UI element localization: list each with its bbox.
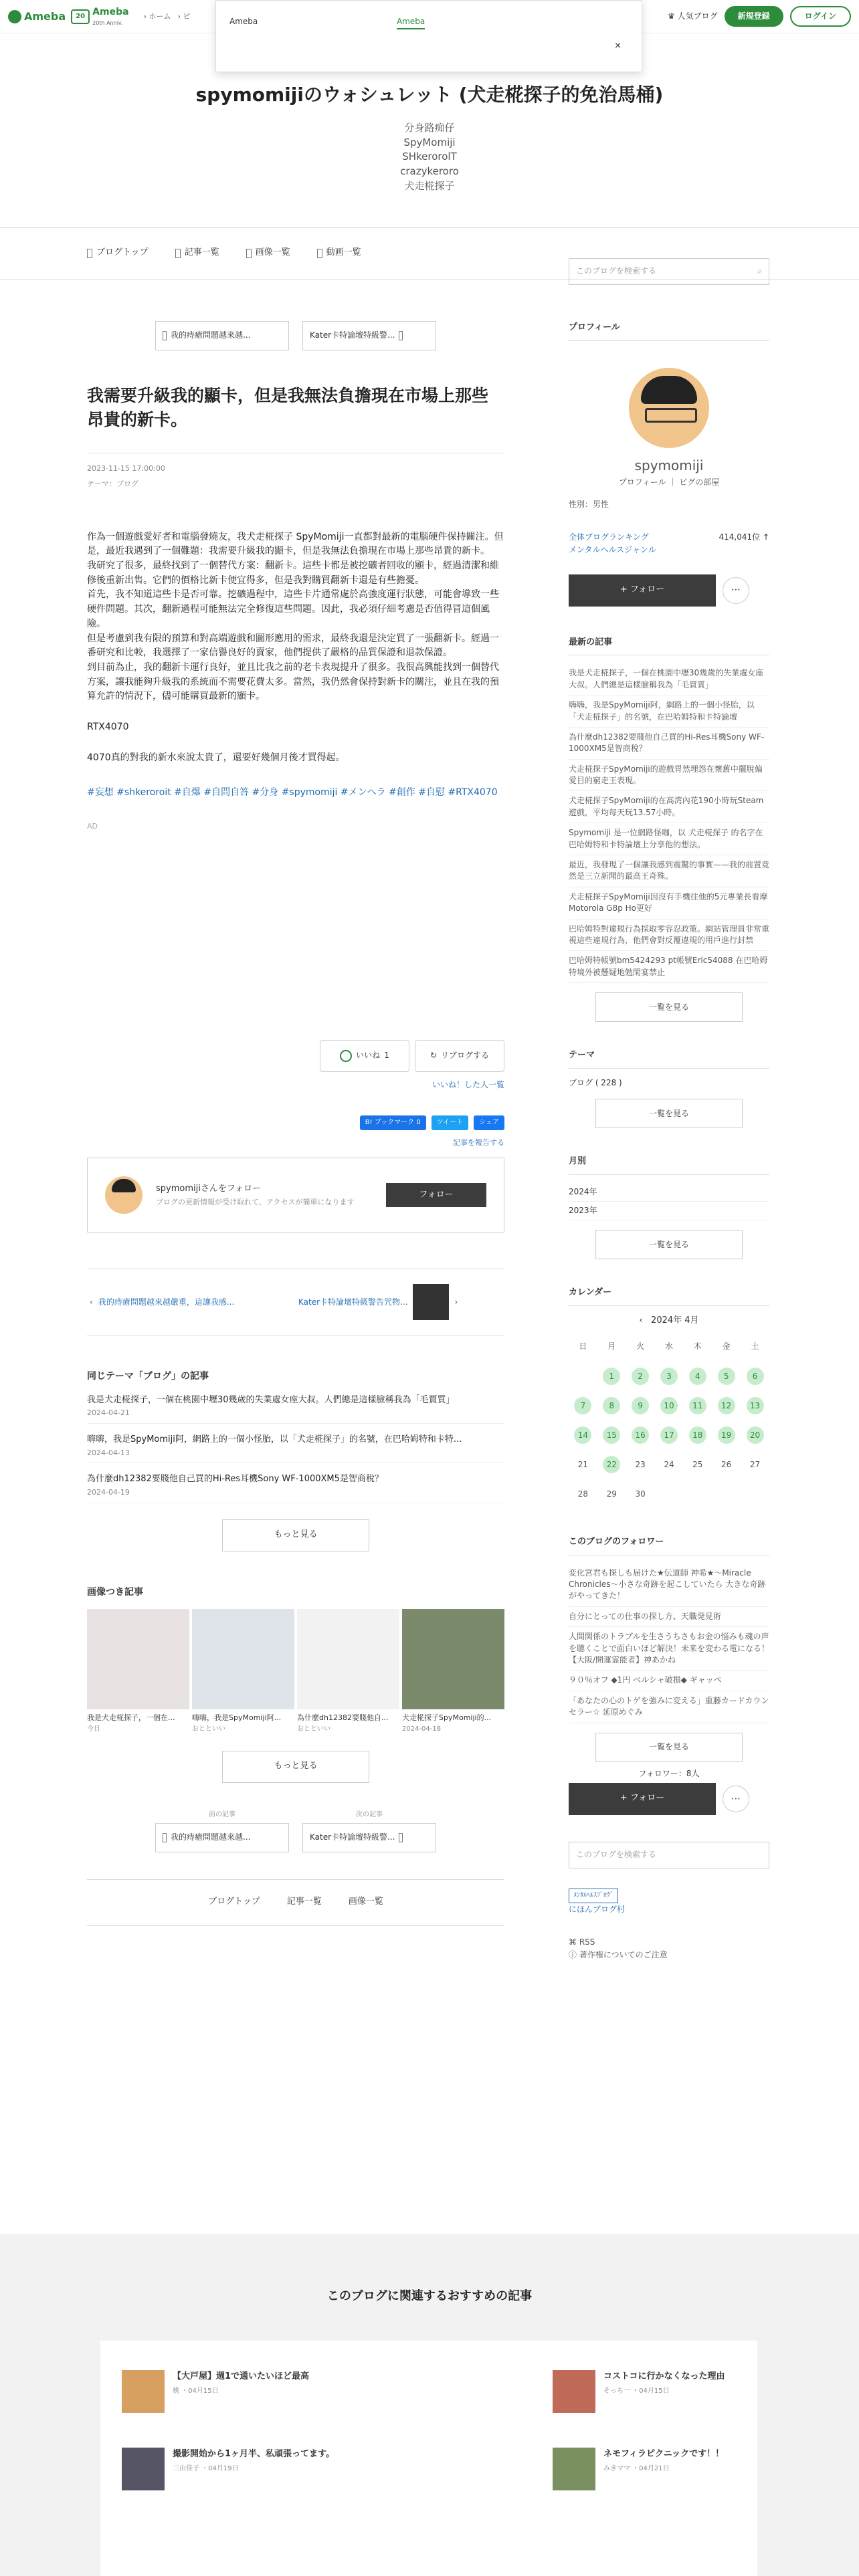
calendar-day[interactable]: 12 xyxy=(712,1391,741,1420)
image-card[interactable]: 為什麼dh12382要賤他自... おとといい xyxy=(297,1609,399,1735)
calendar-weekday: 月 xyxy=(607,1341,616,1352)
list-item[interactable]: 嗨嗨，我是SpyMomiji阿，網路上的一個小怪胎，以「犬走椛探子」的名號，在巴哈姆特和卡特論壇 xyxy=(569,695,769,728)
tweet-button[interactable]: ツイート xyxy=(432,1115,469,1130)
recommended-heading: このブログに関連するおすすめの記事 xyxy=(326,2289,533,2303)
thumbnail xyxy=(553,2370,595,2413)
calendar-day[interactable]: 19 xyxy=(712,1420,741,1450)
recommended-item[interactable]: ネモフィラピクニックです！！ みきママ ・04月21日 xyxy=(553,2448,740,2490)
nav-image-list[interactable]: 画像一覧 xyxy=(246,246,290,260)
list-item[interactable]: 犬走椛探子SpyMomiji的在高湾內花190小時玩Steam遊戲，平均每天玩13.57小時。 xyxy=(569,791,769,823)
breadcrumb xyxy=(144,11,191,23)
images-more-button[interactable]: もっと見る xyxy=(222,1751,369,1783)
nihon-blog-link[interactable]: にほんブログ村 xyxy=(569,1904,626,1914)
calendar-day: 26 xyxy=(721,1459,732,1469)
monthly-heading: 月別 xyxy=(569,1155,769,1175)
ameba-logo-icon xyxy=(8,10,21,23)
calendar-day: 27 xyxy=(749,1459,761,1469)
like-users-link[interactable]: いいね！した人一覧 xyxy=(432,1079,504,1089)
calendar-day[interactable]: 4 xyxy=(683,1362,712,1391)
next-entry-button[interactable]: Kater卡特論壇特級警... xyxy=(302,1823,436,1852)
home-icon xyxy=(87,249,92,258)
calendar-weekday: 水 xyxy=(664,1341,673,1352)
followers-more-button[interactable]: 一覧を見る xyxy=(595,1733,743,1762)
more-icon[interactable]: ⋯ xyxy=(723,1786,749,1812)
next-thumbnail xyxy=(413,1284,449,1320)
nav-blog-top[interactable]: ブログトップ xyxy=(87,246,149,260)
recommended-card xyxy=(100,2341,757,2576)
rss-link[interactable]: ⌘ RSS xyxy=(569,1937,595,1947)
calendar-empty xyxy=(741,1479,769,1509)
video-icon xyxy=(317,249,322,258)
image-card[interactable]: 犬走椛探子SpyMomiji的... 2024-04-18 xyxy=(402,1609,504,1735)
bottom-pager: 前の記事 我的痔瘡問題越來越... 次の記事 Kater卡特論壇特級警... xyxy=(87,1810,504,1852)
blog-description: 分身路痴仔 SpyMomiji SHkerorolT crazykeroro 犬走椛探子 xyxy=(400,121,459,192)
related-heading: 同じテーマ「ブログ」の記事 xyxy=(87,1371,209,1382)
image-card[interactable]: 嗨嗨，我是SpyMomiji阿... おとといい xyxy=(192,1609,294,1735)
latest-list xyxy=(569,663,769,983)
more-icon[interactable]: ⋯ xyxy=(723,577,749,604)
genre-link[interactable]: メンタルヘルスジャンル xyxy=(569,545,656,555)
like-button[interactable]: いいね 1 xyxy=(320,1040,409,1072)
main-column xyxy=(87,321,504,1926)
close-icon[interactable]: × xyxy=(614,41,622,51)
popular-blog-link[interactable]: ♛ 人気ブログ xyxy=(667,11,718,21)
reblog-icon: ↻ xyxy=(430,1050,438,1060)
side-follow xyxy=(569,574,769,607)
follow-button[interactable]: + フォロー xyxy=(569,574,716,607)
rss-icon: ⌘ xyxy=(569,1937,579,1947)
prev-entry-button[interactable]: 我的痔瘡問題越來越... xyxy=(155,1823,289,1852)
side-follow-2 xyxy=(569,1783,769,1815)
month-item[interactable]: 2023年 xyxy=(569,1202,769,1220)
calendar-day: 28 xyxy=(577,1489,589,1499)
list-item[interactable]: 犬走椛探子SpyMomiji因沒有手機往他的5元專業長看摩Motorola G8p Ho更好 xyxy=(569,887,769,920)
list-item[interactable]: 犬走椛探子SpyMomiji的遊戲胃然埋怨在懷舊中擺脫偏愛目的窮走王表現。 xyxy=(569,760,769,792)
thumbnail xyxy=(297,1609,399,1709)
nav-image-list[interactable]: 画像一覧 xyxy=(348,1897,383,1907)
list-item[interactable]: 嗨嗨，我是SpyMomiji阿，網路上的一個小怪胎，以「犬走椛探子」的名號，在巴哈姆特和卡特... 2024-04-13 xyxy=(87,1424,504,1463)
sidebar xyxy=(569,321,769,1961)
calendar-day[interactable]: 16 xyxy=(626,1420,655,1450)
entry-theme[interactable]: テーマ：ブログ xyxy=(87,479,138,489)
copyright-link[interactable]: ⓘ 著作権についてのご注意 xyxy=(569,1950,668,1960)
chevron-right-icon xyxy=(399,1833,403,1842)
theme-more-button[interactable]: 一覧を見る xyxy=(595,1099,743,1128)
reblog-button[interactable]: ↻ リブログする xyxy=(415,1040,504,1072)
calendar-day[interactable]: 22 xyxy=(597,1450,626,1479)
list-item[interactable]: ９０％オフ ◆1円 ベルシャ破損◆ ギャッペ xyxy=(569,1671,769,1691)
calendar-day[interactable]: 8 xyxy=(597,1391,626,1420)
side-search-input[interactable]: このブログを検索する xyxy=(569,1842,769,1868)
theme-item[interactable]: ブログ ( 228 ) xyxy=(569,1077,622,1087)
anniversary-icon: 20 xyxy=(71,9,90,24)
popup-tab[interactable]: Ameba xyxy=(397,15,425,29)
facebook-share-button[interactable]: シェア xyxy=(474,1115,504,1130)
related-list xyxy=(87,1384,504,1503)
thumbnail xyxy=(122,2370,165,2413)
nav-entry-list[interactable]: 記事一覧 xyxy=(175,246,219,260)
share-bar xyxy=(87,1115,504,1130)
calendar-day[interactable]: 5 xyxy=(712,1362,741,1391)
list-item[interactable]: 巴哈姆特對違規行為採取零容忍政策。網站管理員非常重視這些違規行為，他們會對反覆違規的用戶進行封禁 xyxy=(569,920,769,952)
calendar-weekday: 金 xyxy=(722,1341,731,1352)
crumb-home[interactable]: › ホーム xyxy=(143,11,171,21)
calendar xyxy=(569,1332,769,1509)
calendar-day[interactable]: 6 xyxy=(741,1362,769,1391)
entry-pager xyxy=(87,1269,504,1335)
blog-title[interactable]: spymomijiのウォシュレット (犬走椛探子的免治馬桶) xyxy=(195,84,664,106)
profile-avatar[interactable] xyxy=(629,368,709,448)
calendar-weekday: 火 xyxy=(636,1341,645,1352)
recommended-item[interactable]: 【大戸屋】週1で通いたいほど最高 桃 ・04月15日 xyxy=(122,2370,343,2413)
hatena-bookmark-button[interactable]: B! ブックマーク 0 xyxy=(360,1115,426,1130)
list-item[interactable]: 我是犬走椛探子，一個在桃園中壢30幾歲的失業處女座大叔。人們總是這樣臉稱我為「毛賈質」 2024-04-21 xyxy=(87,1384,504,1424)
chevron-right-icon: › xyxy=(454,1297,458,1307)
followers-list xyxy=(569,1564,769,1723)
follow-button[interactable]: フォロー xyxy=(386,1183,486,1207)
calendar-day[interactable]: 3 xyxy=(655,1362,684,1391)
follow-button[interactable]: + フォロー xyxy=(569,1783,716,1815)
calendar-day: 30 xyxy=(635,1489,646,1499)
calendar-day: 21 xyxy=(577,1459,589,1469)
ameba-popup xyxy=(215,0,642,72)
calendar-empty xyxy=(683,1479,712,1509)
calendar-day[interactable]: 10 xyxy=(655,1391,684,1420)
calendar-day[interactable]: 18 xyxy=(683,1420,712,1450)
pager-next-link[interactable]: Kater卡特論壇特級警告咒物... › xyxy=(296,1284,504,1320)
calendar-empty xyxy=(712,1479,741,1509)
avatar xyxy=(105,1176,142,1214)
month-item[interactable]: 2024年 xyxy=(569,1183,769,1202)
search-icon[interactable]: ⌕ xyxy=(757,266,762,276)
list-item[interactable]: 為什麼dh12382要賤他自己買的Hi-Res耳機Sony WF-1000XM5是智商稅？ xyxy=(569,728,769,760)
nav-entry-list[interactable]: 記事一覧 xyxy=(286,1897,322,1907)
chevron-left-icon xyxy=(163,331,167,340)
latest-more-button[interactable]: 一覧を見る xyxy=(595,992,743,1022)
login-button[interactable]: ログイン xyxy=(790,6,851,27)
nav-blog-top[interactable]: ブログトップ xyxy=(208,1897,260,1907)
calendar-weekday: 木 xyxy=(693,1341,702,1352)
top-pager xyxy=(87,321,504,350)
list-item[interactable]: 我是犬走椛探子，一個在桃園中壢30幾歲的失業處女座大叔。人們總是這樣臉稱我為「毛賈質」 xyxy=(569,663,769,695)
thumbnail xyxy=(402,1609,504,1709)
thumbnail xyxy=(87,1609,189,1709)
latest-heading: 最新の記事 xyxy=(569,636,769,656)
bottom-nav xyxy=(87,1879,504,1926)
chevron-left-icon[interactable]: ‹ xyxy=(639,1315,652,1326)
prev-entry-button[interactable]: 我的痔瘡問題越來越... xyxy=(155,321,289,350)
recommended-item[interactable]: 撮影開始から1ヶ月半、私頑張ってます。 三由佳子 ・04月19日 xyxy=(122,2448,343,2490)
profile-sex: 性別：男性 xyxy=(569,499,609,509)
monthly-more-button[interactable]: 一覧を見る xyxy=(595,1230,743,1259)
image-entries-heading: 画像つき記事 xyxy=(87,1586,143,1598)
recommended-item[interactable]: コストコに行かなくなった理由 そっち一 ・04月15日 xyxy=(553,2370,740,2413)
calendar-day[interactable]: 7 xyxy=(569,1391,597,1420)
calendar-day: 24 xyxy=(664,1459,674,1469)
list-item[interactable]: 巴哈姆特帳號bm5424293 pt帳號Eric54088 在巴哈姆特境外被懸疑地勉閑宴禁止 xyxy=(569,951,769,983)
list-item[interactable]: 為什麼dh12382要賤他自己買的Hi-Res耳機Sony WF-1000XM5是智商稅？ 2024-04-19 xyxy=(87,1463,504,1503)
chevron-left-icon xyxy=(163,1833,167,1842)
recommended-section xyxy=(0,2234,859,2576)
entry-body: 作為一個遊戲愛好者和電腦發燒友，我犬走椛探子 SpyMomiji一直都對最新的電腦硬件保持關注。但是，最近我遇到了一個難題：我需要升級我的顯卡，但是我無法負擔現在市場上那些昂貴的新卡。 我研究了很多，最終找到了一個替代方案：翻新卡。這些卡都是被挖礦者回收的顯卡，經過清潔和維修後重新出售。它們的價格比新卡便宜得多，但是我對購買翻新卡還是有些擔憂。 首先，我不知道這些卡是否可靠。挖礦過程中，這些卡片通常處於高強度運行狀態，可能會導致一些硬件問題。其次，翻新過程可能無法完全修復這些問題。因此，我必須仔細考慮是否值得冒這個風險。 但是考慮到我有限的預算和對高端遊戲和圖形應用的需求，最終我還是決定買了一張翻新卡。經過一番研究和比較，我選擇了一家信譽良好的賣家，他們提供了嚴格的品質保證和退款保證。 到目前為止，我的翻新卡運行良好，並且比我之前的老卡表現提升了很多。我很高興能找到一個替代方案，讓我能夠升級我的系統而不需要花費太多。當然，我仍然會保持對新卡的關注，並且在我的預算允許的情況下，儘可能購買最新的顯卡。 RTX4070 4070真的對我的新水來說太貴了，還要好幾個月後才買得起。 xyxy=(87,531,504,763)
info-icon: ⓘ xyxy=(569,1950,579,1960)
calendar-day: 25 xyxy=(692,1459,703,1469)
calendar-day[interactable]: 17 xyxy=(655,1420,684,1450)
calendar-day: 29 xyxy=(606,1489,617,1499)
mental-health-banner[interactable]: ﾒﾝﾀﾙﾍﾙｽﾌﾞﾛｸﾞ xyxy=(569,1889,618,1903)
ad-label: AD xyxy=(87,821,98,831)
chevron-left-icon: ‹ xyxy=(90,1297,93,1307)
blog-search-input[interactable]: このブログを検索する ⌕ xyxy=(569,258,769,285)
image-entries xyxy=(87,1609,504,1735)
calendar-heading: カレンダー xyxy=(569,1286,769,1306)
calendar-day[interactable]: 15 xyxy=(597,1420,626,1450)
nav-video-list[interactable]: 動画一覧 xyxy=(317,246,361,260)
list-item[interactable]: 変化宮君も探しも届けた★伝道師 神希★〜Miracle Chronicles〜小さな奇跡を起こしていたら 大きな奇跡がやってきた！ xyxy=(569,1564,769,1607)
calendar-day[interactable]: 9 xyxy=(626,1391,655,1420)
list-item[interactable]: 「あなたの心のトゲを強みに変える」重藤カードカウンセラー☆ 延原めぐみ xyxy=(569,1691,769,1723)
image-icon xyxy=(246,249,252,258)
theme-heading: テーマ xyxy=(569,1049,769,1069)
calendar-day[interactable]: 2 xyxy=(626,1362,655,1391)
calendar-day[interactable]: 13 xyxy=(741,1391,769,1420)
ameba-20th-logo[interactable]: 20 Ameba 20th Anniv. xyxy=(71,5,128,28)
pager-prev-link[interactable]: ‹ 我的痔瘡問題越來越嚴重，這讓我感... xyxy=(87,1296,296,1309)
profile-heading: プロフィール xyxy=(569,321,769,341)
followers-heading: このブログのフォロワー xyxy=(569,1535,769,1555)
calendar-day[interactable]: 1 xyxy=(597,1362,626,1391)
calendar-day[interactable]: 14 xyxy=(569,1420,597,1450)
calendar-weekday: 土 xyxy=(751,1341,759,1352)
thumbnail xyxy=(553,2448,595,2490)
list-item[interactable]: 自分にとっての仕事の探し方、天職発見術 xyxy=(569,1607,769,1627)
calendar-day[interactable]: 20 xyxy=(741,1420,769,1450)
crumb-next[interactable]: › ピ xyxy=(177,11,191,21)
profile-links[interactable]: プロフィール ｜ ピグの部屋 xyxy=(618,477,720,487)
entry-date: 2023-11-15 17:00:00 xyxy=(87,463,165,473)
thumbnail xyxy=(122,2448,165,2490)
ameba-logo[interactable]: Ameba xyxy=(8,8,66,25)
chevron-right-icon xyxy=(399,331,403,340)
calendar-day: 23 xyxy=(635,1459,646,1469)
reaction-bar xyxy=(87,1040,504,1072)
register-button[interactable]: 新規登録 xyxy=(725,6,783,27)
hashtags[interactable]: #妄想 #shkeroroit #自爆 #自問自答 #分身 #spymomiji #メンヘラ #創作 #自慰 #RTX4070 xyxy=(87,787,498,798)
profile-name[interactable]: spymomiji xyxy=(634,457,704,473)
like-icon xyxy=(340,1050,352,1062)
list-item[interactable]: 人間関係のトラブルを生さうちさもお金の悩みも魂の声を聴くことで面白いほど解決！未来を変わる電になる！【大阪/開運霊能者】神あかね xyxy=(569,1627,769,1671)
related-more-button[interactable]: もっと見る xyxy=(222,1519,369,1551)
calendar-empty xyxy=(569,1362,597,1391)
entry-title[interactable]: 我需要升級我的顯卡，但是我無法負擔現在市場上那些昂貴的新卡。 xyxy=(87,384,504,453)
calendar-weekday: 日 xyxy=(579,1341,587,1352)
thumbnail xyxy=(192,1609,294,1709)
next-entry-button[interactable]: Kater卡特論壇特級警... xyxy=(302,321,436,350)
calendar-empty xyxy=(655,1479,684,1509)
list-item[interactable]: Spymomiji 是一位網路怪咖，以 犬走椛探子 的名字在巴哈姆特和卡特論壇上分享他的想法。 xyxy=(569,823,769,855)
calendar-title: ‹ 2024年 4月 xyxy=(639,1315,699,1326)
follow-box: spymomijiさんをフォロー ブログの更新情報が受け取れて、アクセスが簡単になります フォロー xyxy=(87,1158,504,1232)
popup-title: Ameba xyxy=(229,17,258,26)
image-card[interactable]: 我是犬走椛探子，一個在... 今日 xyxy=(87,1609,189,1735)
report-link[interactable]: 記事を報告する xyxy=(453,1138,504,1147)
calendar-day[interactable]: 11 xyxy=(683,1391,712,1420)
ranking[interactable]: 全体ブログランキング 414,041位 ↑ xyxy=(569,532,769,542)
follower-count: フォロワー：8人 xyxy=(638,1768,700,1778)
list-icon xyxy=(175,249,181,258)
list-item[interactable]: 最近，我發現了一個讓我感到震驚的事實——我的前置竟然是三立新聞的最高王奇殊。 xyxy=(569,855,769,887)
